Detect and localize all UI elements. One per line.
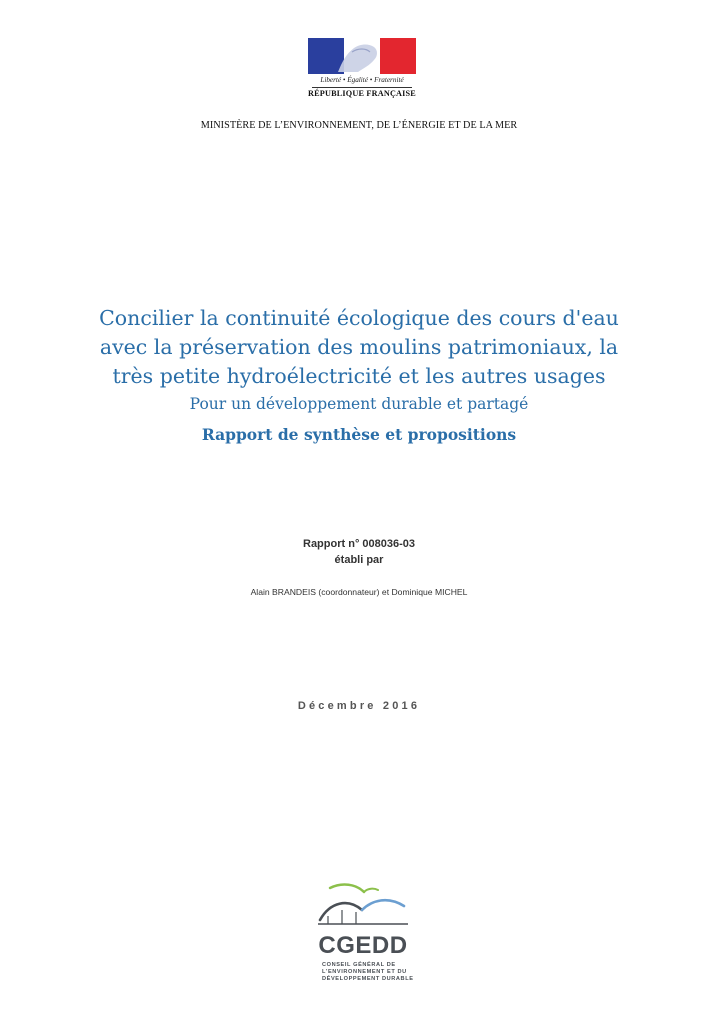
- cgedd-emblem-icon: [308, 880, 418, 932]
- report-number: Rapport n° 008036-03: [303, 538, 415, 550]
- title-line: très petite hydroélectricité et les autres usages: [112, 364, 606, 388]
- title-line: avec la préservation des moulins patrimoniaux, la: [99, 335, 619, 359]
- established-by: établi par: [334, 554, 384, 566]
- title-line: Concilier la continuité écologique des cours d'eau: [99, 306, 619, 330]
- logo-divider: [312, 87, 412, 88]
- report-title: [0, 304, 718, 391]
- cgedd-line: DÉVELOPPEMENT DURABLE: [322, 976, 414, 982]
- cgedd-line: CONSEIL GÉNÉRAL DE: [322, 962, 396, 968]
- cgedd-line: L'ENVIRONNEMENT ET DU: [322, 969, 407, 975]
- report-subtitle: Pour un développement durable et partagé: [189, 395, 529, 413]
- report-type: Rapport de synthèse et propositions: [201, 425, 517, 444]
- authors: Alain BRANDEIS (coordonnateur) et Dominique MICHEL: [250, 587, 468, 597]
- republic-motto: Liberté • Égalité • Fraternité: [320, 76, 404, 84]
- republique-francaise-logo: [308, 38, 416, 100]
- report-date: Décembre 2016: [297, 700, 421, 712]
- ministry-name: MINISTÈRE DE L’ENVIRONNEMENT, DE L’ÉNERGIE ET DE LA MER: [200, 120, 518, 131]
- marianne-flag-icon: [308, 38, 416, 74]
- republic-name: RÉPUBLIQUE FRANÇAISE: [308, 89, 416, 98]
- cgedd-name: CGEDD: [318, 932, 408, 959]
- cgedd-logo: [308, 880, 418, 990]
